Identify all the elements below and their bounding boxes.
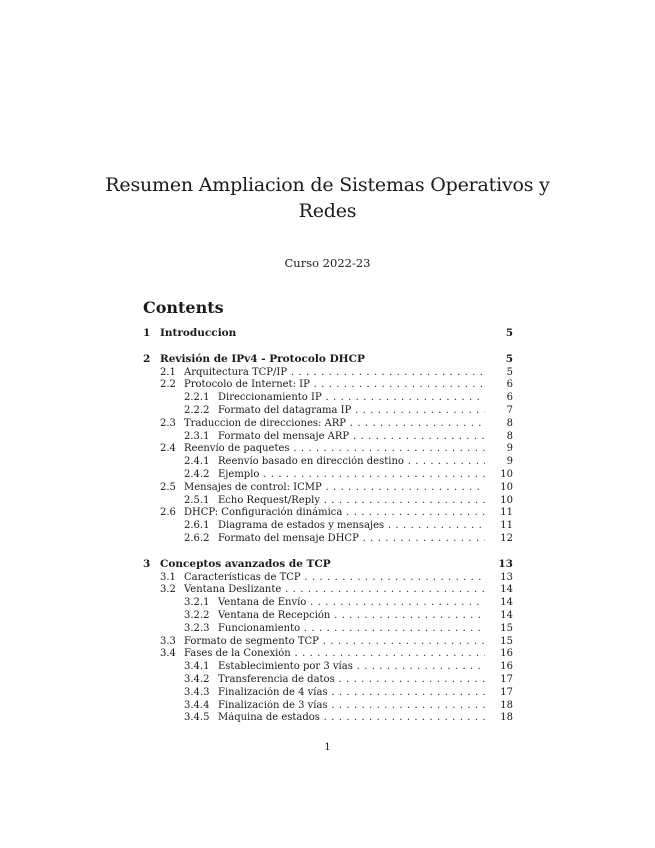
toc-entry-page: 17: [500, 686, 513, 698]
toc-entry-number: 2.4.2: [184, 468, 210, 480]
toc-entry-number: 2.2.1: [184, 392, 210, 404]
toc-entry-title: Máquina de estados . . .: [218, 712, 485, 725]
toc-entry-number: 3.2.1: [184, 597, 210, 609]
toc-entry-3-4-1[interactable]: [143, 661, 513, 674]
toc-entry-number: 3.4.3: [184, 686, 210, 698]
toc-entry-title: Arquitectura TCP/IP . . .: [184, 367, 485, 380]
table-of-contents: [143, 325, 513, 725]
chapter-gap: [143, 546, 513, 556]
toc-entry-page: 6: [506, 379, 513, 391]
course-subtitle: Curso 2022-23: [284, 256, 371, 270]
toc-entry-page: 9: [506, 456, 513, 468]
toc-entry-page: 9: [506, 443, 513, 455]
toc-entry-page: 10: [500, 494, 513, 506]
toc-entry-3[interactable]: [143, 558, 513, 571]
toc-entry-number: 2.2.2: [184, 404, 210, 416]
toc-entry-page: 16: [500, 661, 513, 673]
toc-entry-number: 3.4: [160, 648, 176, 660]
toc-entry-number: 3.4.1: [184, 661, 210, 673]
toc-entry-page: 13: [498, 557, 513, 570]
toc-entry-3-4-2[interactable]: [143, 674, 513, 687]
toc-entry-3-1[interactable]: [143, 572, 513, 585]
toc-entry-page: 16: [500, 648, 513, 660]
toc-entry-title: Revisión de IPv4 - Protocolo DHCP: [160, 352, 365, 365]
toc-entry-title: Establecimiento por 3 vías . . .: [218, 661, 485, 674]
chapter-gap: [143, 341, 513, 351]
toc-entry-title: Formato del mensaje DHCP . . .: [218, 533, 485, 546]
toc-entry-title: Reenvío de paquetes . . .: [184, 443, 485, 456]
toc-entry-2[interactable]: [143, 353, 513, 366]
toc-entry-title: Ventana Deslizante . . .: [184, 584, 485, 597]
toc-entry-number: 2.4.1: [184, 456, 210, 468]
toc-entry-title: Conceptos avanzados de TCP: [160, 557, 331, 570]
toc-entry-2-1[interactable]: [143, 367, 513, 380]
toc-entry-title: Reenvío basado en dirección destino . . .: [218, 456, 485, 469]
toc-entry-2-6-1[interactable]: [143, 520, 513, 533]
toc-entry-page: 5: [505, 327, 513, 339]
toc-entry-page: 6: [506, 392, 513, 404]
toc-entry-title: Echo Request/Reply . . .: [218, 495, 485, 508]
toc-entry-2-4-1[interactable]: [143, 456, 513, 469]
toc-entry-2-3[interactable]: [143, 418, 513, 431]
toc-entry-title: Mensajes de control: ICMP . . .: [184, 482, 485, 495]
toc-entry-3-2-1[interactable]: [143, 597, 513, 610]
toc-entry-page: 12: [500, 532, 513, 544]
toc-entry-number: 3.4.5: [184, 712, 210, 724]
toc-entry-number: 3.4.4: [184, 699, 210, 711]
page-number: 1: [324, 742, 331, 753]
toc-entry-2-6-2[interactable]: [143, 533, 513, 546]
toc-entry-page: 10: [500, 468, 513, 480]
toc-entry-2-2[interactable]: [143, 379, 513, 392]
toc-entry-page: 5: [506, 366, 513, 378]
toc-entry-title: Protocolo de Internet: IP . . .: [184, 379, 485, 392]
toc-entry-title: Ventana de Recepción . . .: [218, 610, 485, 623]
toc-entry-page: 17: [500, 673, 513, 685]
toc-entry-number: 3.1: [160, 571, 176, 583]
toc-entry-page: 11: [500, 507, 513, 519]
document-title: Resumen Ampliacion de Sistemas Operativos y Redes: [105, 174, 550, 222]
toc-entry-2-6[interactable]: [143, 507, 513, 520]
toc-entry-page: 11: [500, 520, 513, 532]
toc-entry-page: 18: [500, 712, 513, 724]
toc-entry-title: Fases de la Conexión . . .: [184, 648, 485, 661]
toc-entry-title: DHCP: Configuración dinámica . . .: [184, 507, 485, 520]
toc-entry-title: Formato de segmento TCP . . .: [184, 636, 485, 649]
toc-entry-number: 2: [143, 352, 151, 365]
toc-entry-page: 10: [500, 481, 513, 493]
toc-entry-2-2-2[interactable]: [143, 405, 513, 418]
toc-entry-title: Formato del mensaje ARP . . .: [218, 431, 485, 444]
toc-entry-2-5[interactable]: [143, 482, 513, 495]
toc-entry-title: Transferencia de datos . . .: [218, 674, 485, 687]
toc-entry-2-2-1[interactable]: [143, 392, 513, 405]
toc-entry-2-4[interactable]: [143, 443, 513, 456]
toc-entry-number: 3.2.3: [184, 622, 210, 634]
toc-entry-title: Finalización de 4 vías . . .: [218, 687, 485, 700]
toc-entry-title: Traduccion de direcciones: ARP . . .: [184, 418, 485, 431]
toc-entry-2-4-2[interactable]: [143, 469, 513, 482]
toc-entry-title: Introduccion: [160, 327, 237, 339]
toc-entry-page: 8: [506, 430, 513, 442]
toc-entry-title: Direccionamiento IP . . .: [218, 392, 485, 405]
toc-entry-number: 2.6: [160, 507, 176, 519]
toc-entry-3-3[interactable]: [143, 636, 513, 649]
toc-entry-number: 2.5: [160, 481, 176, 493]
toc-entry-1[interactable]: [143, 327, 513, 340]
toc-entry-number: 3.2: [160, 584, 176, 596]
toc-entry-title: Formato del datagrama IP . . .: [218, 405, 485, 418]
toc-entry-page: 14: [500, 584, 513, 596]
toc-entry-number: 3.2.2: [184, 609, 210, 621]
toc-entry-page: 13: [500, 571, 513, 583]
toc-entry-title: Diagrama de estados y mensajes . . .: [218, 520, 485, 533]
toc-entry-title: Ventana de Envío . . .: [218, 597, 485, 610]
toc-entry-3-2-3[interactable]: [143, 623, 513, 636]
toc-entry-number: 3.3: [160, 635, 176, 647]
toc-entry-3-4-5[interactable]: [143, 712, 513, 725]
toc-entry-2-3-1[interactable]: [143, 431, 513, 444]
toc-entry-3-4-3[interactable]: [143, 687, 513, 700]
toc-entry-2-5-1[interactable]: [143, 495, 513, 508]
toc-entry-number: 3.4.2: [184, 673, 210, 685]
toc-entry-title: Finalización de 3 vías . . .: [218, 700, 485, 713]
toc-entry-page: 14: [500, 609, 513, 621]
toc-entry-number: 2.2: [160, 379, 176, 391]
toc-entry-number: 2.6.2: [184, 532, 210, 544]
toc-entry-title: Funcionamiento . . .: [218, 623, 485, 636]
toc-entry-3-2[interactable]: [143, 584, 513, 597]
toc-entry-3-4-4[interactable]: [143, 700, 513, 713]
toc-entry-page: 15: [500, 622, 513, 634]
toc-entry-title: Ejemplo . . .: [218, 469, 485, 482]
toc-entry-3-2-2[interactable]: [143, 610, 513, 623]
toc-entry-page: 5: [505, 352, 513, 365]
toc-entry-number: 1: [143, 327, 151, 339]
toc-entry-page: 8: [506, 417, 513, 429]
toc-entry-title: Características de TCP . . .: [184, 572, 485, 585]
toc-entry-number: 2.1: [160, 366, 176, 378]
toc-entry-page: 7: [506, 404, 513, 416]
toc-entry-number: 2.3: [160, 417, 176, 429]
toc-entry-number: 2.4: [160, 443, 176, 455]
toc-entry-number: 2.6.1: [184, 520, 210, 532]
toc-entry-number: 2.5.1: [184, 494, 210, 506]
toc-entry-3-4[interactable]: [143, 648, 513, 661]
toc-entry-page: 18: [500, 699, 513, 711]
toc-entry-page: 14: [500, 597, 513, 609]
toc-entry-page: 15: [500, 635, 513, 647]
toc-entry-number: 2.3.1: [184, 430, 210, 442]
toc-entry-number: 3: [143, 557, 151, 570]
contents-heading: Contents: [143, 298, 224, 317]
